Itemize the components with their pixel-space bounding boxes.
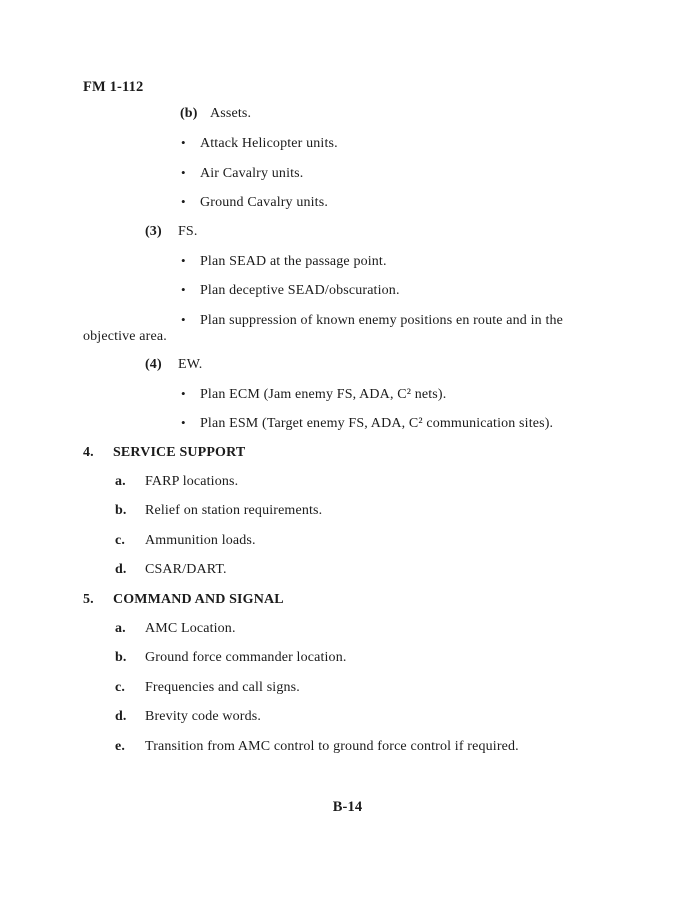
- document-body: [0, 106, 695, 768]
- list-item: [0, 253, 695, 282]
- list-item: [0, 709, 695, 738]
- section-number: 5.: [83, 591, 94, 607]
- bullet-text: Plan ECM (Jam enemy FS, ADA, C² nets).: [200, 386, 447, 402]
- bullet-icon: •: [181, 385, 186, 401]
- list-item-text: Ground force commander location.: [145, 650, 347, 666]
- bullet-icon: •: [181, 194, 186, 210]
- bullet-text: Attack Helicopter units.: [200, 136, 338, 152]
- list-item: [0, 135, 695, 164]
- list-item-label: c.: [115, 679, 126, 695]
- list-item-label: b.: [115, 650, 127, 666]
- bullet-icon: •: [181, 135, 186, 151]
- list-item-label: a.: [115, 474, 126, 490]
- list-item: [0, 650, 695, 679]
- list-item-text: Brevity code words.: [145, 709, 261, 725]
- section-title: COMMAND AND SIGNAL: [113, 591, 284, 607]
- list-item: [0, 562, 695, 591]
- outline-item-4: [0, 357, 695, 386]
- list-item: [0, 680, 695, 709]
- list-item: [0, 165, 695, 194]
- list-item-label: a.: [115, 621, 126, 637]
- list-item: [0, 503, 695, 532]
- list-item-text: Ammunition loads.: [145, 532, 256, 548]
- list-item-label: c.: [115, 532, 126, 548]
- bullet-text-wrap: [0, 329, 695, 356]
- list-item-text: Relief on station requirements.: [145, 503, 323, 519]
- bullet-icon: •: [181, 311, 186, 327]
- section-number: 4.: [83, 444, 94, 460]
- bullet-icon: •: [181, 282, 186, 298]
- outline-item-text: Assets.: [210, 106, 252, 121]
- list-item-label: b.: [115, 503, 127, 519]
- list-item: [0, 474, 695, 503]
- list-item: [0, 533, 695, 562]
- list-item-text: Transition from AMC control to ground force control if required.: [145, 738, 519, 754]
- outline-item-text: FS.: [178, 223, 198, 239]
- outline-item-3: [0, 224, 695, 253]
- section-heading-4: [0, 445, 695, 474]
- list-item-text: CSAR/DART.: [145, 562, 227, 578]
- list-item-label: e.: [115, 738, 126, 754]
- bullet-text: Plan suppression of known enemy positions en route and in the: [200, 312, 563, 328]
- list-item-text: Frequencies and call signs.: [145, 679, 300, 695]
- outline-item-label: (b): [180, 106, 198, 121]
- list-item: [0, 415, 695, 444]
- list-item: [0, 386, 695, 415]
- bullet-text: Air Cavalry units.: [200, 165, 304, 181]
- page-number: B-14: [332, 799, 363, 815]
- bullet-text: Plan deceptive SEAD/obscuration.: [200, 283, 400, 299]
- section-title: SERVICE SUPPORT: [113, 444, 246, 460]
- bullet-icon: •: [181, 252, 186, 268]
- list-item-label: d.: [115, 562, 127, 578]
- bullet-text: Plan ESM (Target enemy FS, ADA, C² communication sites).: [200, 416, 554, 432]
- list-item-label: d.: [115, 709, 127, 725]
- list-item: [0, 739, 695, 768]
- list-item-text: AMC Location.: [145, 621, 236, 637]
- outline-item-label: (4): [145, 356, 162, 372]
- list-item: [0, 312, 695, 330]
- list-item: [0, 621, 695, 650]
- section-heading-5: [0, 592, 695, 621]
- bullet-text: Plan SEAD at the passage point.: [200, 253, 387, 269]
- list-item-text: FARP locations.: [145, 474, 239, 490]
- list-item: [0, 282, 695, 311]
- bullet-icon: •: [181, 415, 186, 431]
- bullet-text: Ground Cavalry units.: [200, 195, 328, 211]
- bullet-text-continuation: objective area.: [83, 329, 167, 345]
- list-item: [0, 194, 695, 223]
- outline-item-text: EW.: [178, 356, 203, 372]
- page-header: FM 1-112: [83, 79, 144, 95]
- bullet-icon: •: [181, 164, 186, 180]
- outline-item-label: (3): [145, 223, 162, 239]
- outline-item-b: [0, 106, 695, 135]
